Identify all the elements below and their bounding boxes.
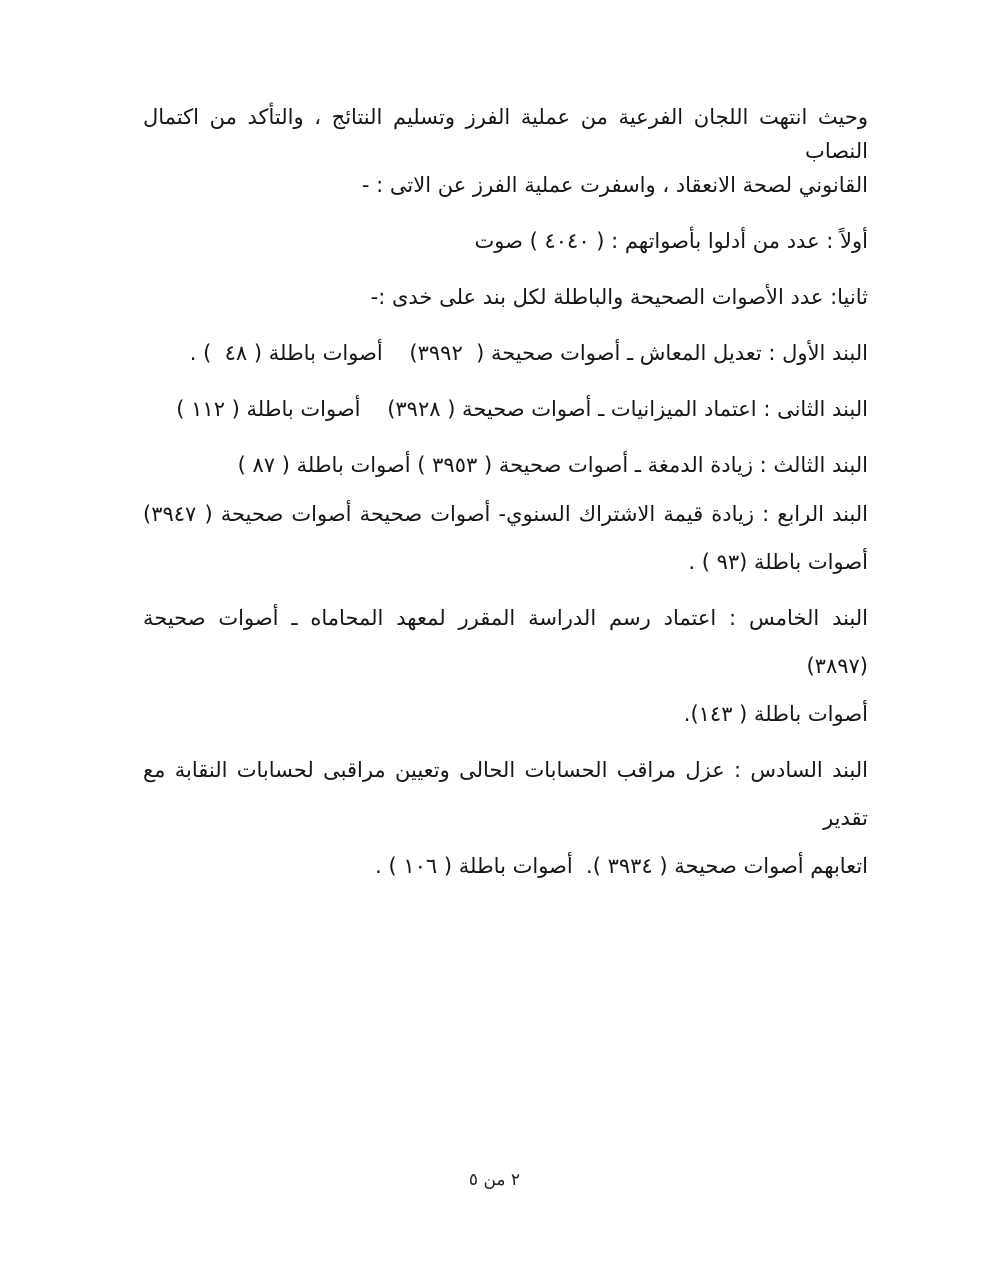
band-5	[136, 594, 868, 738]
total-votes-line	[143, 224, 868, 258]
band-1	[143, 336, 868, 370]
text-line: أولاً : عدد من أدلوا بأصواتهم : ( ٤٠٤٠ ) صوت	[474, 229, 868, 253]
intro-paragraph	[136, 100, 868, 202]
document-body	[136, 100, 868, 890]
text-line: البند السادس : عزل مراقب الحسابات الحالى وتعيين مراقبى لحسابات النقابة مع تقدير	[136, 758, 868, 830]
text-line: البند الخامس : اعتماد رسم الدراسة المقرر لمعهد المحاماه ـ أصوات صحيحة (٣٨٩٧)	[136, 606, 868, 678]
text-line: أصوات باطلة (٩٣ ) .	[688, 550, 868, 574]
page-number: ٢ من ٥	[468, 1170, 521, 1190]
text-line: البند الثالث : زيادة الدمغة ـ أصوات صحيحة ( ٣٩٥٣ ) أصوات باطلة ( ٨٧ )	[237, 453, 868, 477]
text-line: القانوني لصحة الانعقاد ، واسفرت عملية الفرز عن الاتى : -	[361, 173, 868, 197]
text-line: البند الأول : تعديل المعاش ـ أصوات صحيحة ( ٣٩٩٢) أصوات باطلة ( ٤٨ ) .	[189, 341, 868, 365]
band-3	[143, 448, 868, 482]
band-4	[143, 490, 868, 586]
text-line: البند الثانى : اعتماد الميزانيات ـ أصوات صحيحة ( ٣٩٢٨) أصوات باطلة ( ١١٢ )	[176, 397, 868, 421]
text-line: ثانيا: عدد الأصوات الصحيحة والباطلة لكل بند على خدى :-	[370, 285, 868, 309]
band-6	[136, 746, 868, 890]
text-line: اتعابهم أصوات صحيحة ( ٣٩٣٤ ). أصوات باطلة ( ١٠٦ ) .	[375, 854, 868, 878]
text-line: أصوات باطلة ( ١٤٣).	[683, 702, 868, 726]
band-2	[143, 392, 868, 426]
text-line: وحيث انتهت اللجان الفرعية من عملية الفرز وتسليم النتائج ، والتأكد من اكتمال النصاب	[136, 105, 868, 163]
counts-heading	[143, 280, 868, 314]
text-line: البند الرابع : زيادة قيمة الاشتراك السنوي- أصوات صحيحة أصوات صحيحة ( ٣٩٤٧)	[143, 502, 868, 526]
